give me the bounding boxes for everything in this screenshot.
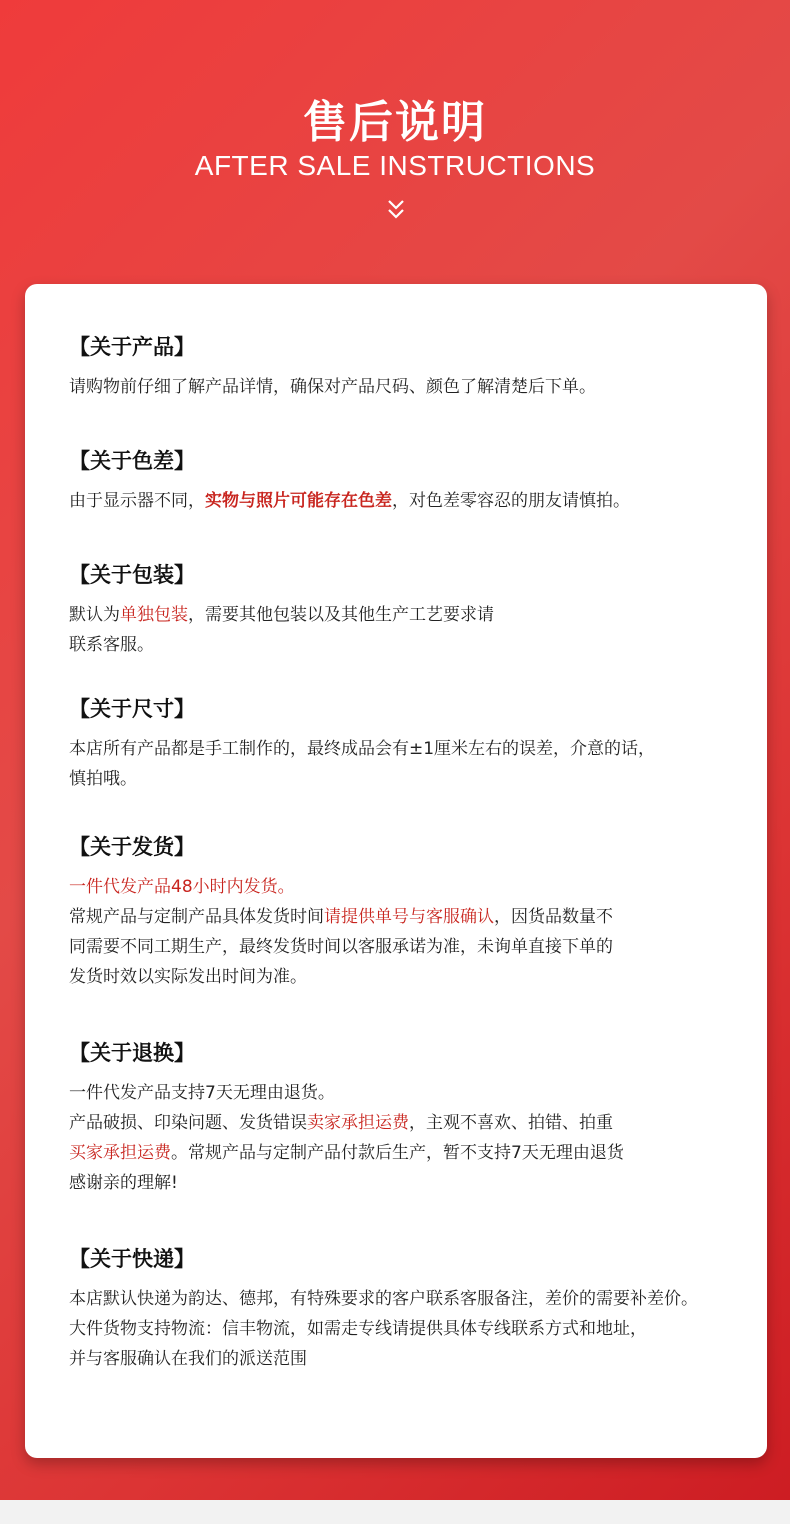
- section-body: [69, 872, 747, 992]
- body-text: ，对色差零容忍的朋友请慎拍。: [392, 491, 630, 511]
- body-text: 大件货物支持物流：信丰物流，如需走专线请提供具体专线联系方式和地址，: [69, 1319, 647, 1339]
- body-text: 请购物前仔细了解产品详情，确保对产品尺码、颜色了解清楚后下单。: [69, 377, 596, 397]
- text-line: [69, 872, 747, 902]
- body-text: ，需要其他包装以及其他生产工艺要求请: [188, 605, 494, 625]
- page-title: 售后说明: [303, 97, 487, 148]
- section-size: [69, 694, 747, 794]
- text-line: [69, 630, 747, 660]
- section-body: [69, 1284, 747, 1374]
- text-line: [69, 1108, 747, 1138]
- body-text: 本店默认快递为韵达、德邦，有特殊要求的客户联系客服备注，差价的需要补差价。: [69, 1289, 698, 1309]
- body-text: 并与客服确认在我们的派送范围: [69, 1349, 307, 1369]
- text-line: [69, 1284, 747, 1314]
- text-line: [69, 600, 747, 630]
- section-title: 【关于包装】: [69, 563, 195, 587]
- text-line: [69, 734, 747, 764]
- body-text: 慎拍哦。: [69, 769, 137, 789]
- body-text: 默认为: [69, 605, 120, 625]
- section-title: 【关于退换】: [69, 1041, 195, 1065]
- section-product: [69, 332, 747, 402]
- double-chevron-down-icon: [386, 196, 406, 224]
- instructions-card: [25, 284, 767, 1458]
- section-title: 【关于产品】: [69, 335, 195, 359]
- body-text: 由于显示器不同，: [69, 491, 205, 511]
- text-line: [69, 764, 747, 794]
- section-title: 【关于快递】: [69, 1247, 195, 1271]
- highlight-text: 实物与照片可能存在色差: [205, 491, 392, 511]
- section-body: [69, 1078, 747, 1198]
- text-line: [69, 372, 747, 402]
- section-delivery: [69, 1244, 747, 1374]
- section-title: 【关于尺寸】: [69, 697, 195, 721]
- text-line: [69, 1138, 747, 1168]
- section-body: [69, 486, 747, 516]
- section-body: [69, 734, 747, 794]
- section-body: [69, 372, 747, 402]
- section-color-difference: [69, 446, 747, 516]
- text-line: [69, 902, 747, 932]
- body-text: 感谢亲的理解!: [69, 1173, 178, 1193]
- body-text: ，主观不喜欢、拍错、拍重: [409, 1113, 613, 1133]
- page-subtitle: AFTER SALE INSTRUCTIONS: [194, 150, 596, 181]
- body-text: 同需要不同工期生产，最终发货时间以客服承诺为准，未询单直接下单的: [69, 937, 613, 957]
- body-text: 本店所有产品都是手工制作的，最终成品会有±1厘米左右的误差，介意的话，: [69, 739, 656, 759]
- text-line: [69, 1168, 747, 1198]
- section-title: 【关于色差】: [69, 449, 195, 473]
- body-text: 一件代发产品支持7天无理由退货。: [69, 1083, 335, 1103]
- section-body: [69, 600, 747, 660]
- highlight-text: 请提供单号与客服确认: [324, 907, 494, 927]
- text-line: [69, 1344, 747, 1374]
- highlight-text: 买家承担运费: [69, 1143, 171, 1163]
- body-text: 联系客服。: [69, 635, 154, 655]
- text-line: [69, 1314, 747, 1344]
- section-shipping: [69, 832, 747, 992]
- highlight-text: 一件代发产品48小时内发货。: [69, 877, 295, 897]
- text-line: [69, 932, 747, 962]
- body-text: 。常规产品与定制产品付款后生产，暂不支持7天无理由退货: [171, 1143, 624, 1163]
- body-text: ，因货品数量不: [494, 907, 613, 927]
- section-returns: [69, 1038, 747, 1198]
- body-text: 发货时效以实际发出时间为准。: [69, 967, 307, 987]
- body-text: 常规产品与定制产品具体发货时间: [69, 907, 324, 927]
- section-packaging: [69, 560, 747, 660]
- text-line: [69, 486, 747, 516]
- text-line: [69, 1078, 747, 1108]
- highlight-text: 单独包装: [120, 605, 188, 625]
- section-title: 【关于发货】: [69, 835, 195, 859]
- highlight-text: 卖家承担运费: [307, 1113, 409, 1133]
- body-text: 产品破损、印染问题、发货错误: [69, 1113, 307, 1133]
- text-line: [69, 962, 747, 992]
